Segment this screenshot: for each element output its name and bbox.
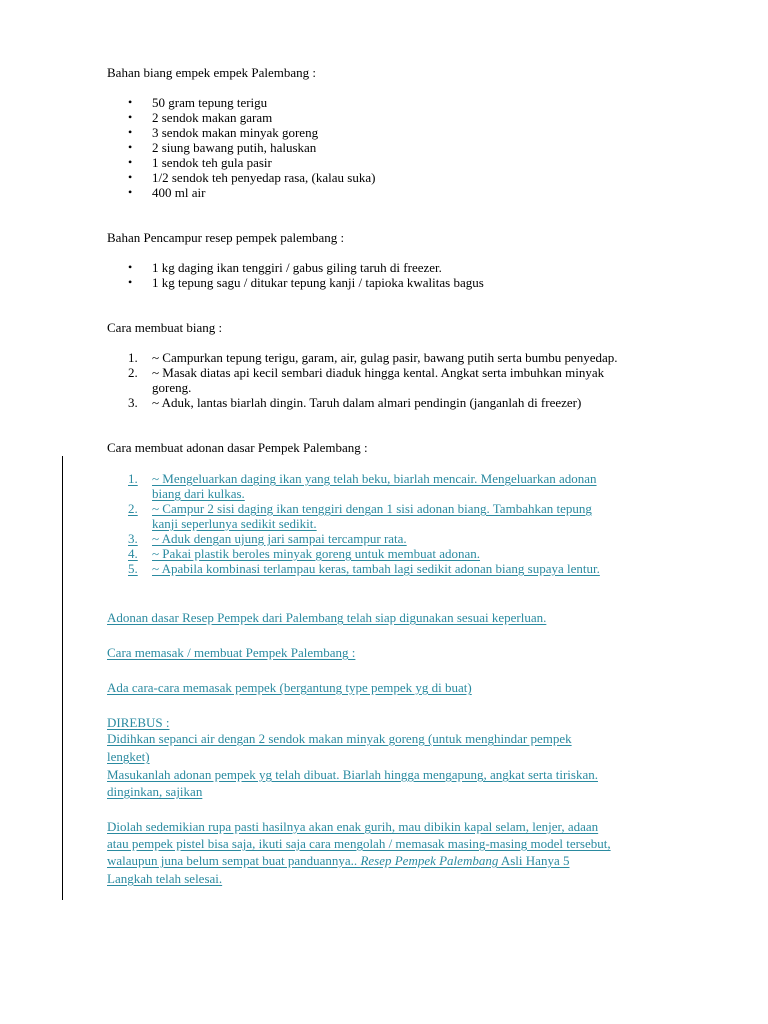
section1-heading: Bahan biang empek empek Palembang : [107,65,317,80]
closing-line[interactable]: walaupun juna belum sempat buat panduannya.. Resep Pempek Palembang Asli Hanya 5 [107,853,570,868]
closing-line[interactable]: Langkah telah selesai. [107,871,223,886]
list-item[interactable]: 4. ~ Pakai plastik beroles minyak goreng untuk membuat adonan. [128,546,480,561]
bullet-icon: • [128,95,133,109]
section4-heading: Cara membuat adonan dasar Pempek Palembang : [107,440,368,455]
bullet-icon: • [128,275,133,289]
bullet-icon: • [128,170,133,184]
closing-line[interactable]: atau pempek pistel bisa saja, ikuti saja cara mengolah / memasak masing-masing model tersebut, [107,836,611,851]
bullet-icon: • [128,155,133,169]
recipe-title-link[interactable]: Resep Pempek Palembang [360,853,499,868]
list-item: • 50 gram tepung terigu [128,95,268,110]
section2-list [128,260,484,290]
direbus-line[interactable]: lengket) [107,749,150,764]
bullet-icon: • [128,125,133,139]
bullet-icon: • [128,140,133,154]
bullet-icon: • [128,185,133,199]
list-item: • 1 kg tepung sagu / ditukar tepung kanji / tapioka kwalitas bagus [128,275,484,290]
section4-list [128,471,600,576]
ready-paragraph[interactable]: Adonan dasar Resep Pempek dari Palembang telah siap digunakan sesuai keperluan. [107,610,547,625]
list-item[interactable]: 5. ~ Apabila kombinasi terlampau keras, tambah lagi sedikit adonan biang supaya lentur. [128,561,600,576]
list-item: • 2 sendok makan garam [128,110,273,125]
list-item: 2. ~ Masak diatas api kecil sembari diaduk hingga kental. Angkat serta imbuhkan minyak goreng. [128,365,605,395]
list-item: • 1 kg daging ikan tenggiri / gabus giling taruh di freezer. [128,260,442,275]
list-item: 1. ~ Campurkan tepung terigu, garam, air, gulag pasir, bawang putih serta bumbu penyedap. [128,350,618,365]
list-item: • 1/2 sendok teh penyedap rasa, (kalau suka) [128,170,376,185]
bullet-icon: • [128,260,133,274]
direbus-line[interactable]: Didihkan sepanci air dengan 2 sendok makan minyak goreng (untuk menghindar pempek [107,731,572,746]
section3-heading: Cara membuat biang : [107,320,223,335]
cook-heading[interactable]: Cara memasak / membuat Pempek Palembang : [107,645,356,660]
section2-heading: Bahan Pencampur resep pempek palembang : [107,230,345,245]
list-item: • 2 siung bawang putih, haluskan [128,140,317,155]
list-item: 3. ~ Aduk, lantas biarlah dingin. Taruh dalam almari pendingin (janganlah di freezer) [128,395,582,410]
list-item: • 1 sendok teh gula pasir [128,155,272,170]
direbus-line[interactable]: dinginkan, sajikan [107,784,203,799]
change-bar [62,456,63,900]
list-item[interactable]: 1. ~ Mengeluarkan daging ikan yang telah beku, biarlah mencair. Mengeluarkan adonan biang dari kulkas. [128,471,597,501]
direbus-title[interactable]: DIREBUS : [107,715,170,730]
ways-paragraph[interactable]: Ada cara-cara memasak pempek (bergantung type pempek yg di buat) [107,680,472,695]
list-item[interactable]: 3. ~ Aduk dengan ujung jari sampai tercampur rata. [128,531,407,546]
section3-list [128,350,618,410]
section1-list [128,95,375,200]
direbus-line[interactable]: Masukanlah adonan pempek yg telah dibuat. Biarlah hingga mengapung, angkat serta tiriskan. [107,767,598,782]
closing-line[interactable]: Diolah sedemikian rupa pasti hasilnya akan enak gurih, mau dibikin kapal selam, lenjer, adaan [107,819,599,834]
list-item[interactable]: 2. ~ Campur 2 sisi daging ikan tenggiri dengan 1 sisi adonan biang. Tambahkan tepung kanji seperlunya sedikit sedikit. [128,501,592,531]
list-item: • 400 ml air [128,185,206,200]
list-item: • 3 sendok makan minyak goreng [128,125,319,140]
bullet-icon: • [128,110,133,124]
